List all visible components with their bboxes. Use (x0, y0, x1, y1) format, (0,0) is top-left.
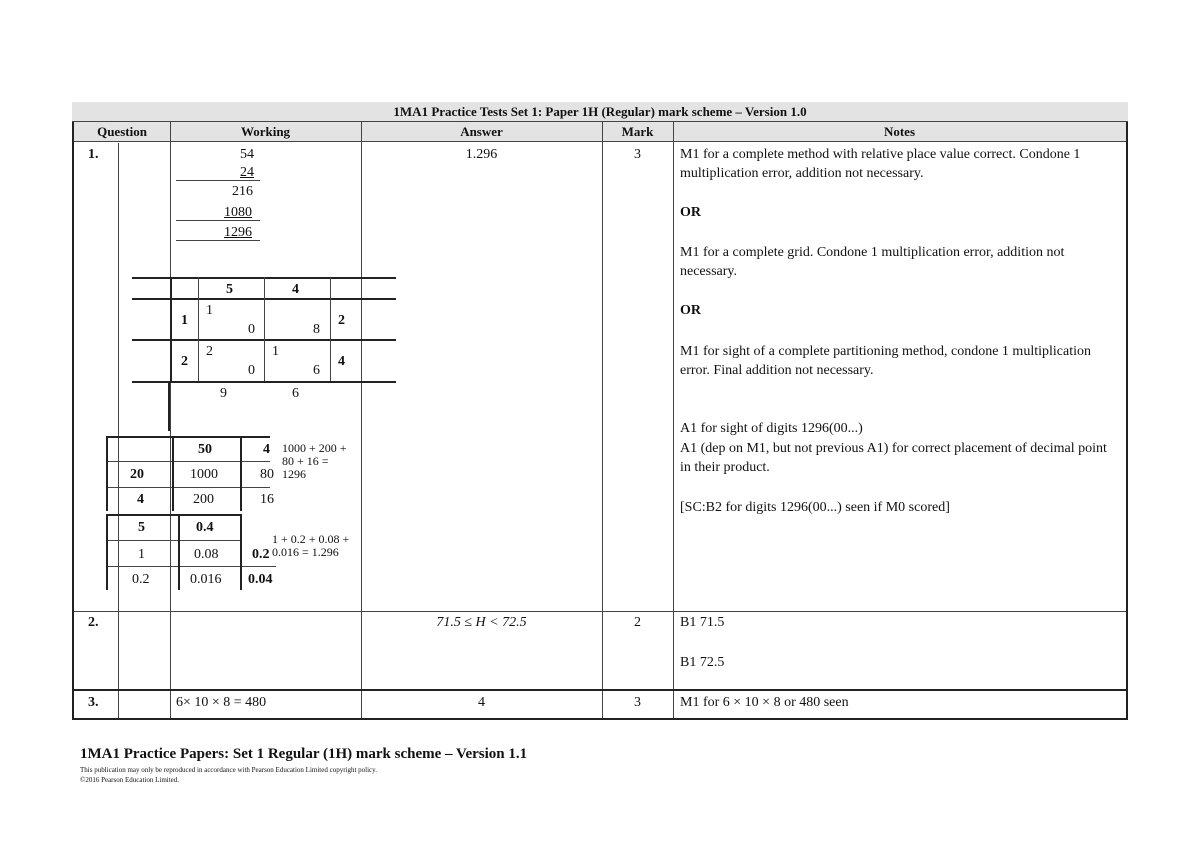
grid-rule (106, 436, 270, 438)
grid-rule (240, 436, 242, 511)
grid-rule (106, 540, 240, 541)
note-text: B1 71.5 (680, 615, 725, 630)
grid-rule (170, 277, 172, 381)
grid-rule (172, 436, 174, 511)
grid-cell: 16 (260, 492, 274, 507)
grid-cell: 0.04 (248, 572, 273, 587)
mark-value: 2 (634, 615, 641, 630)
grid-rule (168, 381, 170, 431)
note-text: B1 72.5 (680, 655, 725, 670)
row-divider (74, 689, 1126, 691)
grid-row-head: 20 (130, 467, 144, 482)
grid-rule (106, 487, 270, 488)
footer-copyright-policy: This publication may only be reproduced in accordance with Pearson Education Limited copyright policy. (80, 766, 377, 774)
grid-head: 50 (198, 442, 212, 457)
header-mark: Mark (602, 122, 673, 142)
col-divider (673, 122, 674, 718)
grid-right-head: 4 (338, 354, 345, 369)
note-text: A1 for sight of digits 1296(00...) (680, 421, 863, 436)
answer-value: 4 (478, 695, 485, 710)
grid-cell: 6 (313, 363, 320, 378)
note-text: M1 for a complete method with relative place value correct. Condone 1 multiplication error, addition not necessary. (680, 147, 1081, 181)
note-text: [SC:B2 for digits 1296(00...) seen if M0 scored] (680, 500, 950, 515)
grid-cell: 1 (272, 344, 279, 359)
table-title: 1MA1 Practice Tests Set 1: Paper 1H (Regular) mark scheme – Version 1.0 (72, 102, 1128, 122)
grid-cell: 0.016 (190, 572, 222, 587)
working-text: 6× 10 × 8 = 480 (176, 695, 267, 710)
note-text: A1 (dep on M1, but not previous A1) for correct placement of decimal point in their product. (680, 441, 1107, 475)
answer-value: 1.296 (465, 147, 498, 162)
mark-value: 3 (634, 695, 641, 710)
grid-cell: 2 (206, 344, 213, 359)
grid-rule (106, 461, 270, 462)
grid-rule (330, 277, 331, 381)
grid-bottom: 6 (292, 386, 299, 401)
grid-rule (106, 566, 276, 567)
grid-cell: 0 (248, 363, 255, 378)
note-text: M1 for a complete grid. Condone 1 multiplication error, addition not necessary. (680, 245, 1065, 279)
col-divider (170, 122, 171, 718)
grid-rule (106, 514, 108, 590)
grid-bottom: 9 (220, 386, 227, 401)
header-notes: Notes (673, 122, 1126, 142)
note-text: OR (680, 303, 701, 318)
grid-cell: 8 (313, 322, 320, 337)
note-text: M1 for sight of a complete partitioning method, condone 1 multiplication error. Final addition not necessary. (680, 344, 1091, 378)
grid-col-head: 4 (292, 282, 299, 297)
grid-rule (132, 381, 396, 383)
grid-sum: 1000 + 200 + 80 + 16 = 1296 (282, 441, 347, 481)
long-mult-line: 1296 (224, 225, 252, 240)
header-answer: Answer (361, 122, 602, 142)
grid-cell: 200 (193, 492, 214, 507)
grid-sum: 1 + 0.2 + 0.08 + 0.016 = 1.296 (272, 532, 350, 559)
grid-rule (198, 277, 199, 381)
mark-value: 3 (634, 147, 641, 162)
grid-cell: 0.08 (194, 547, 219, 562)
footer-copyright: ©2016 Pearson Education Limited. (80, 776, 180, 784)
note-text: OR (680, 205, 701, 220)
grid-cell: 1 (206, 303, 213, 318)
question-number: 3. (88, 695, 99, 710)
grid-col-head: 5 (226, 282, 233, 297)
grid-cell: 80 (260, 467, 274, 482)
question-number: 2. (88, 615, 99, 630)
header-working: Working (170, 122, 361, 142)
grid-rule (118, 381, 119, 431)
grid-head: 0.4 (196, 520, 214, 535)
long-mult-line: 216 (232, 184, 253, 199)
underline-rule (176, 240, 260, 241)
grid-cell: 0.2 (252, 547, 270, 562)
long-mult-line: 54 (240, 147, 254, 162)
grid-rule (240, 514, 242, 590)
answer-value: 71.5 ≤ H < 72.5 (436, 615, 527, 630)
question-number: 1. (88, 147, 99, 162)
grid-row-head: 1 (181, 313, 188, 328)
underline-rule (176, 220, 260, 221)
long-mult-line: 1080 (224, 205, 252, 220)
grid-cell: 1 (138, 547, 145, 562)
long-mult-line: 24 (240, 165, 254, 180)
grid-row-head: 2 (181, 354, 188, 369)
grid-cell: 0 (248, 322, 255, 337)
grid-cell: 0.2 (132, 572, 150, 587)
grid-right-head: 2 (338, 313, 345, 328)
grid-head: 4 (263, 442, 270, 457)
underline-rule (176, 180, 260, 181)
grid-rule (264, 277, 265, 381)
note-text: M1 for 6 × 10 × 8 or 480 seen (680, 695, 849, 710)
grid-rule (178, 514, 180, 590)
grid-rule (106, 436, 108, 511)
grid-rule (106, 514, 240, 516)
grid-row-head: 4 (137, 492, 144, 507)
grid-head: 5 (138, 520, 145, 535)
footer-title: 1MA1 Practice Papers: Set 1 Regular (1H) mark scheme – Version 1.1 (80, 746, 528, 762)
header-question: Question (74, 122, 170, 142)
grid-cell: 1000 (190, 467, 218, 482)
row-divider (74, 611, 1126, 612)
